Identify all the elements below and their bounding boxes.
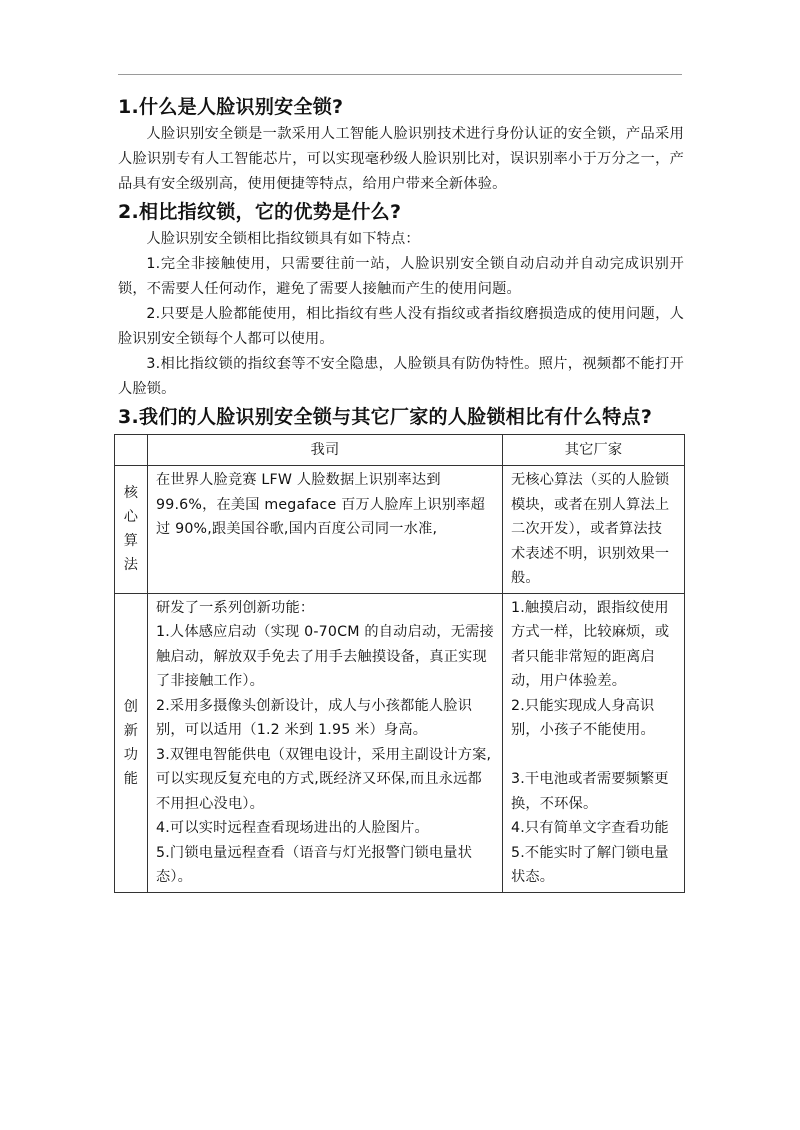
cell-others-innovation [503,593,685,892]
section-1-heading: 1.什么是人脸识别安全锁? [118,96,344,118]
table-row-innovation [115,593,685,892]
table-cell-text: 无核心算法（买的人脸锁模块，或者在别人算法上二次开发），或者算法技术表述不明，识别效果一般。 [511,472,670,586]
section-1-paragraph: 人脸识别安全锁是一款采用人工智能人脸识别技术进行身份认证的安全锁，产品采用人脸识别专有人工智能芯片，可以实现毫秒级人脸识别比对，误识别率小于万分之一，产品具有安全级别高，使用便捷等特点，给用户带来全新体验。 [118,126,684,192]
section-2-point-1: 1.完全非接触使用，只需要往前一站，人脸识别安全锁自动启动并自动完成识别开锁，不需要人任何动作，避免了需要人接触而产生的使用问题。 [118,256,684,297]
table-cell-text: 5.不能实时了解门锁电量状态。 [511,844,669,885]
section-2-point-3: 3.相比指纹锁的指纹套等不安全隐患，人脸锁具有防伪特性。照片，视频都不能打开人脸锁。 [118,356,684,397]
comparison-table [114,434,685,893]
cell-ours-innovation [148,593,503,892]
section-2-heading: 2.相比指纹锁，它的优势是什么? [118,201,402,223]
section-3-heading: 3.我们的人脸识别安全锁与其它厂家的人脸锁相比有什么特点? [118,406,653,428]
table-cell-spacer [511,743,676,768]
table-cell-text: 1.人体感应启动（实现 0-70CM 的自动启动，无需接触启动，解放双手免去了用手去触摸设备，真正实现了非接触工作）。 [156,624,494,689]
table-cell-text: 4.可以实时远程查看现场进出的人脸图片。 [156,820,429,836]
row-label-innovation: 创新功能 [115,593,148,892]
section-2-point-2: 2.只要是人脸都能使用，相比指纹有些人没有指纹或者指纹磨损造成的使用问题，人脸识别安全锁每个人都可以使用。 [118,306,684,347]
cell-others-core-algorithm [503,466,685,594]
table-cell-text: 3.双锂电智能供电（双锂电设计，采用主副设计方案,可以实现反复充电的方式,既经济又环保,而且永远都不用担心没电）。 [156,746,492,812]
header-rule [118,74,682,75]
table-cell-text: 1.触摸启动，跟指纹使用方式一样，比较麻烦，或者只能非常短的距离启动，用户体验差。 [511,599,670,689]
section-2-intro: 人脸识别安全锁相比指纹锁具有如下特点： [146,231,420,247]
cell-ours-core-algorithm [148,466,503,594]
table-cell-text: 3.干电池或者需要频繁更换，不环保。 [511,771,669,812]
table-cell-text: 2.只能实现成人身高识别，小孩子不能使用。 [511,697,655,738]
table-header-others: 其它厂家 [503,435,685,466]
table-cell-text: 研发了一系列创新功能： [156,599,315,616]
table-cell-text: 在世界人脸竞赛 LFW 人脸数据上识别率达到 99.6%，在美国 megaface 百万人脸库上识别率超过 90%,跟美国谷歌,国内百度公司同一水准, [156,472,485,537]
table-cell-text: 4.只有简单文字查看功能 [511,820,669,836]
table-cell-text: 2.采用多摄像头创新设计，成人与小孩都能人脸识别，可以适用（1.2 米到 1.95 米）身高。 [156,697,473,738]
table-header-corner [115,435,148,466]
document-body [118,92,684,893]
row-label-core-algorithm: 核心算法 [115,466,148,594]
table-header-ours: 我司 [148,435,503,466]
table-row-core-algorithm [115,466,685,594]
table-cell-text: 5.门锁电量远程查看（语音与灯光报警门锁电量状态）。 [156,844,473,885]
table-header-row [115,435,685,466]
